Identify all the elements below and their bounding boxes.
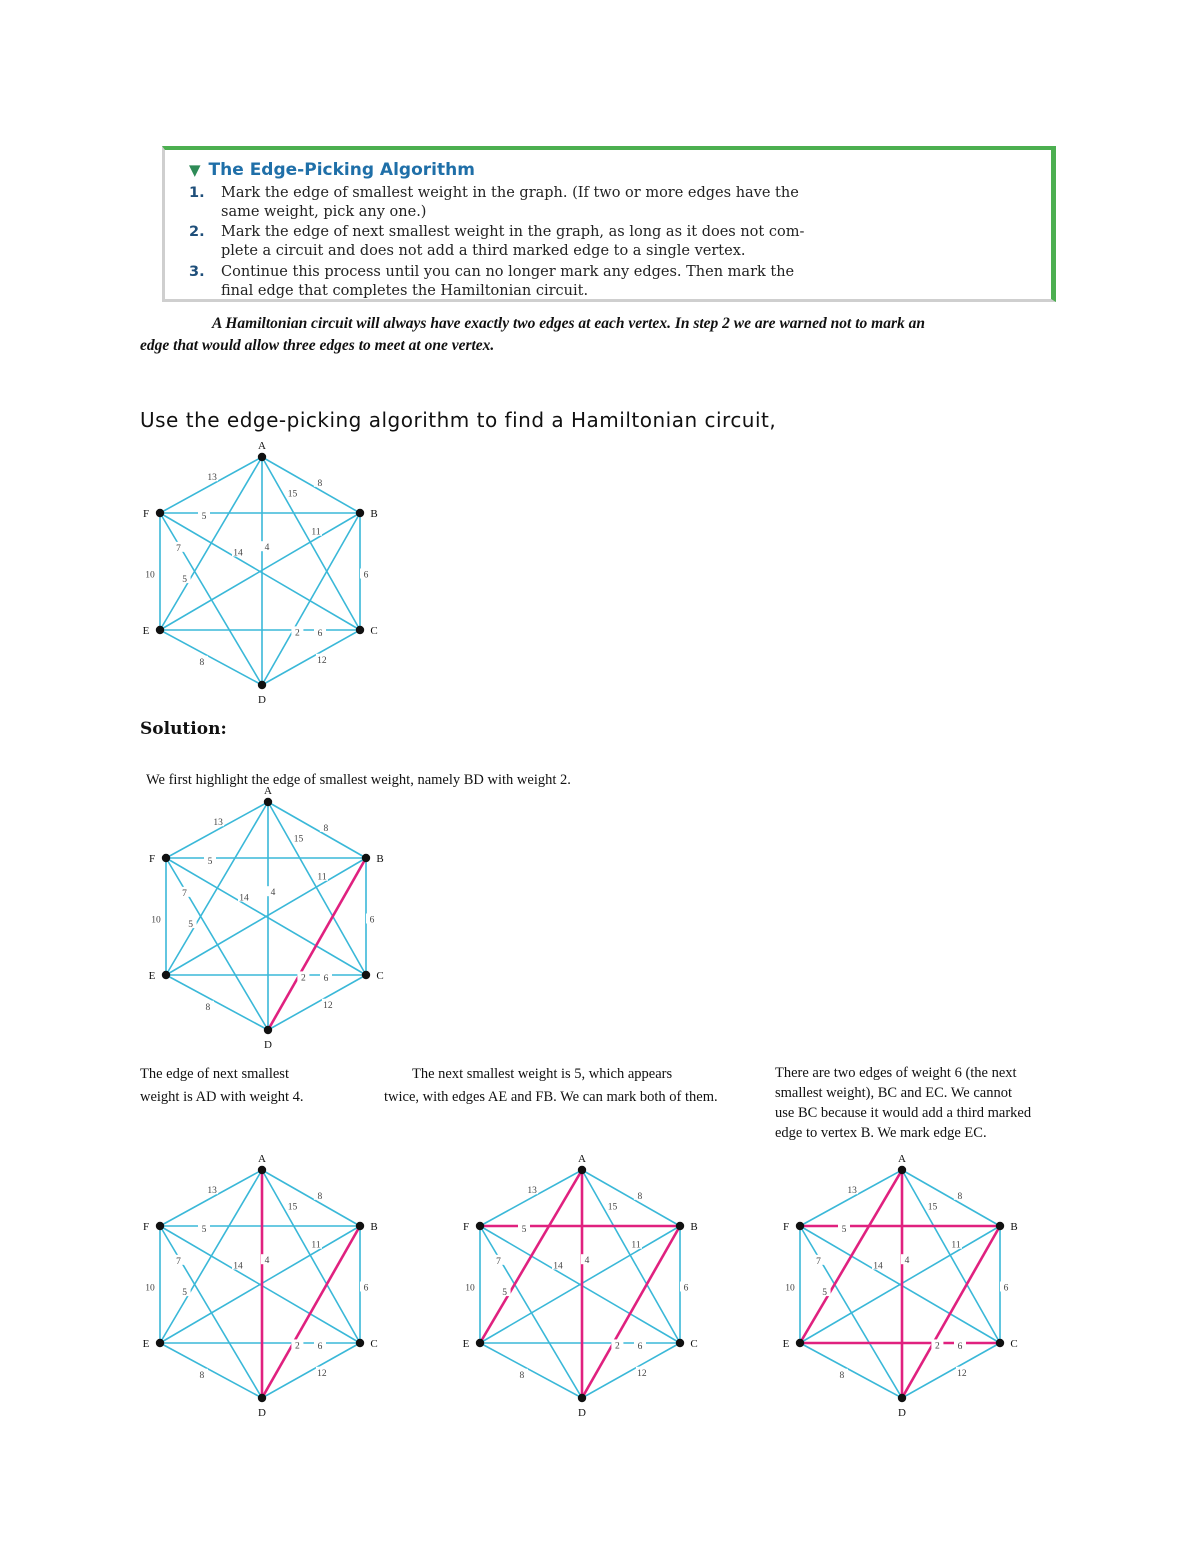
vertex-label-a: A [578, 1153, 586, 1165]
vertex-b [356, 509, 364, 517]
weight-label-fb: 5 [207, 857, 213, 867]
vertex-b [362, 854, 370, 862]
vertex-label-f: F [148, 853, 156, 865]
edge-a-c [262, 1170, 360, 1343]
vertex-label-c: C [370, 625, 378, 637]
weight-label-fe: 10 [151, 915, 161, 926]
step-caption-4: There are two edges of weight 6 (the next smallest weight), BC and EC. We cannot use BC because it would add a third marked edge to vertex B. We mark edge EC. [775, 1065, 1032, 1141]
edge-e-d [480, 1343, 582, 1398]
weight-label-af: 13 [207, 1186, 217, 1197]
weight-label-ad: 4 [904, 1256, 910, 1267]
weight-label-fe: 10 [145, 570, 155, 581]
vertex-e [156, 626, 164, 634]
weight-label-bd: 2 [935, 1341, 940, 1352]
edge-a-c [262, 457, 360, 630]
vertex-a [578, 1166, 586, 1174]
weight-label-cd: 12 [323, 1000, 333, 1011]
weight-label-ed: 8 [205, 1002, 211, 1013]
vertex-a [898, 1166, 906, 1174]
vertex-c [356, 626, 364, 634]
vertex-label-d: D [258, 694, 266, 706]
weight-label-cd: 12 [957, 1368, 967, 1379]
weight-label-ad: 4 [584, 1256, 590, 1267]
vertex-d [258, 1394, 266, 1402]
weight-label-af: 13 [207, 473, 217, 484]
weight-label-cd: 12 [317, 655, 327, 666]
weight-label-ac: 15 [287, 489, 298, 500]
edge-b-d [262, 513, 360, 685]
edge-e-d [800, 1343, 902, 1398]
edge-f-d [166, 858, 268, 1030]
vertex-label-e: E [462, 1338, 470, 1350]
weight-label-af: 13 [527, 1186, 537, 1197]
weight-label-fe: 10 [785, 1283, 795, 1294]
weight-label-bc: 6 [363, 1283, 369, 1294]
weight-label-ab: 8 [317, 1191, 323, 1202]
algorithm-step-3: 3. Continue this process until you can no longer mark any edges. Then mark the final edge that completes the Hamiltonian circuit. [189, 264, 795, 299]
vertex-label-d: D [264, 1039, 272, 1051]
weight-label-fc: 14 [553, 1261, 563, 1272]
vertex-label-e: E [142, 625, 150, 637]
weight-label-fd: 7 [816, 1256, 821, 1267]
vertex-e [162, 971, 170, 979]
edge-a-c [582, 1170, 680, 1343]
vertex-label-f: F [782, 1221, 790, 1233]
weight-label-ed: 8 [199, 657, 205, 668]
edge-e-d [160, 1343, 262, 1398]
weight-label-be: 11 [631, 1240, 641, 1251]
vertex-label-b: B [690, 1221, 698, 1233]
weight-label-fc: 14 [873, 1261, 883, 1272]
weight-label-ad: 4 [264, 543, 270, 554]
vertex-label-b: B [370, 508, 378, 520]
vertex-c [676, 1339, 684, 1347]
weight-label-bc: 6 [683, 1283, 689, 1294]
vertex-a [264, 798, 272, 806]
vertex-b [996, 1222, 1004, 1230]
vertex-d [264, 1026, 272, 1034]
weight-label-ae: 5 [502, 1288, 507, 1299]
weight-label-ad: 4 [264, 1256, 270, 1267]
algorithm-title: ▼ The Edge-Picking Algorithm [189, 160, 475, 180]
vertex-label-e: E [142, 1338, 150, 1350]
weight-label-fc: 14 [239, 893, 249, 904]
vertex-c [356, 1339, 364, 1347]
vertex-a [258, 453, 266, 461]
weight-label-bd: 2 [615, 1341, 620, 1352]
edge-b-d [582, 1226, 680, 1398]
weight-label-be: 11 [311, 1240, 321, 1251]
edge-a-c [268, 802, 366, 975]
edge-f-d [800, 1226, 902, 1398]
vertex-label-d: D [258, 1407, 266, 1419]
edge-e-d [160, 630, 262, 685]
vertex-f [796, 1222, 804, 1230]
edge-b-d [262, 1226, 360, 1398]
vertex-e [156, 1339, 164, 1347]
algorithm-step-1: 1. Mark the edge of smallest weight in the graph. (If two or more edges have the same weight, pick any one.) [189, 185, 799, 220]
weight-label-af: 13 [847, 1186, 857, 1197]
vertex-f [156, 509, 164, 517]
weight-label-ab: 8 [637, 1191, 643, 1202]
weight-label-ab: 8 [957, 1191, 963, 1202]
vertex-f [162, 854, 170, 862]
weight-label-bc: 6 [363, 570, 369, 581]
weight-label-bc: 6 [1003, 1283, 1009, 1294]
weight-label-ac: 15 [607, 1202, 618, 1213]
vertex-label-d: D [898, 1407, 906, 1419]
weight-label-ae: 5 [822, 1288, 827, 1299]
vertex-label-a: A [258, 440, 266, 452]
vertex-b [676, 1222, 684, 1230]
weight-label-be: 11 [951, 1240, 961, 1251]
weight-label-ec: 6 [323, 974, 329, 984]
weight-label-ec: 6 [317, 1342, 323, 1352]
weight-label-ae: 5 [182, 1288, 187, 1299]
weight-label-fb: 5 [201, 512, 207, 522]
vertex-label-b: B [376, 853, 384, 865]
vertex-e [796, 1339, 804, 1347]
edge-a-f [166, 802, 268, 858]
step-caption-1: We first highlight the edge of smallest weight, namely BD with weight 2. [146, 772, 571, 788]
edge-f-d [160, 513, 262, 685]
algorithm-box [162, 146, 1056, 302]
hamiltonian-note: A Hamiltonian circuit will always have exactly two edges at each vertex. In step 2 we are warned not to mark an edge that would allow three edges to meet at one vertex. [140, 315, 925, 354]
vertex-label-a: A [898, 1153, 906, 1165]
vertex-d [578, 1394, 586, 1402]
vertex-a [258, 1166, 266, 1174]
weight-label-bd: 2 [295, 628, 300, 639]
edge-a-f [160, 1170, 262, 1226]
weight-label-ae: 5 [188, 920, 193, 931]
vertex-label-c: C [1010, 1338, 1018, 1350]
weight-label-ed: 8 [519, 1370, 525, 1381]
weight-label-fd: 7 [176, 543, 181, 554]
edge-a-c [902, 1170, 1000, 1343]
edge-a-b [268, 802, 366, 858]
weight-label-be: 11 [317, 872, 327, 883]
vertex-f [156, 1222, 164, 1230]
vertex-label-b: B [370, 1221, 378, 1233]
weight-label-cd: 12 [317, 1368, 327, 1379]
graph-step-1 [146, 785, 396, 1051]
weight-label-fc: 14 [233, 548, 243, 559]
weight-label-ec: 6 [317, 629, 323, 639]
weight-label-fb: 5 [521, 1225, 527, 1235]
vertex-label-c: C [690, 1338, 698, 1350]
edge-a-f [160, 457, 262, 513]
vertex-label-f: F [142, 1221, 150, 1233]
weight-label-ab: 8 [323, 823, 329, 834]
vertex-e [476, 1339, 484, 1347]
weight-label-fd: 7 [176, 1256, 181, 1267]
vertex-c [996, 1339, 1004, 1347]
vertex-b [356, 1222, 364, 1230]
vertex-label-e: E [148, 970, 156, 982]
vertex-label-b: B [1010, 1221, 1018, 1233]
vertex-c [362, 971, 370, 979]
edge-b-d [902, 1226, 1000, 1398]
vertex-label-c: C [376, 970, 384, 982]
weight-label-ac: 15 [287, 1202, 298, 1213]
vertex-label-e: E [782, 1338, 790, 1350]
vertex-label-a: A [264, 785, 272, 797]
weight-label-ac: 15 [293, 834, 304, 845]
graph-step-3 [460, 1153, 720, 1419]
weight-label-bd: 2 [301, 973, 306, 984]
algorithm-step-2: 2. Mark the edge of next smallest weight in the graph, as long as it does not com- plete a circuit and does not add a third marked edge to a single vertex. [189, 224, 805, 259]
edge-e-d [166, 975, 268, 1030]
vertex-label-f: F [462, 1221, 470, 1233]
step-caption-3: The next smallest weight is 5, which appears twice, with edges AE and FB. We can mark both of them. [384, 1066, 718, 1105]
problem-prompt: Use the edge-picking algorithm to find a Hamiltonian circuit, [140, 408, 777, 432]
weight-label-ec: 6 [957, 1342, 963, 1352]
vertex-d [898, 1394, 906, 1402]
weight-label-be: 11 [311, 527, 321, 538]
vertex-d [258, 681, 266, 689]
weight-label-ad: 4 [270, 888, 276, 899]
vertex-label-f: F [142, 508, 150, 520]
vertex-label-d: D [578, 1407, 586, 1419]
edge-a-b [262, 1170, 360, 1226]
vertex-label-c: C [370, 1338, 378, 1350]
edge-a-b [262, 457, 360, 513]
edge-f-d [160, 1226, 262, 1398]
edge-f-d [480, 1226, 582, 1398]
weight-label-cd: 12 [637, 1368, 647, 1379]
vertex-label-a: A [258, 1153, 266, 1165]
weight-label-fe: 10 [465, 1283, 475, 1294]
weight-label-af: 13 [213, 818, 223, 829]
triangle-down-icon: ▼ [189, 161, 201, 179]
weight-label-fb: 5 [841, 1225, 847, 1235]
step-caption-2: The edge of next smallest weight is AD with weight 4. [140, 1066, 304, 1105]
edge-a-b [582, 1170, 680, 1226]
weight-label-ed: 8 [839, 1370, 845, 1381]
vertex-f [476, 1222, 484, 1230]
weight-label-ed: 8 [199, 1370, 205, 1381]
weight-label-fc: 14 [233, 1261, 243, 1272]
weight-label-fe: 10 [145, 1283, 155, 1294]
edge-a-b [902, 1170, 1000, 1226]
graph-problem [140, 440, 390, 706]
weight-label-fd: 7 [182, 888, 187, 899]
weight-label-bc: 6 [369, 915, 375, 926]
weight-label-fb: 5 [201, 1225, 207, 1235]
weight-label-ec: 6 [637, 1342, 643, 1352]
graph-step-4 [780, 1153, 1040, 1419]
graph-step-2 [140, 1153, 400, 1419]
weight-label-fd: 7 [496, 1256, 501, 1267]
weight-label-ab: 8 [317, 478, 323, 489]
edge-b-d [268, 858, 366, 1030]
edge-c-d [262, 630, 360, 685]
weight-label-bd: 2 [295, 1341, 300, 1352]
solution-label: Solution: [140, 719, 227, 739]
weight-label-ac: 15 [927, 1202, 938, 1213]
weight-label-ae: 5 [182, 575, 187, 586]
